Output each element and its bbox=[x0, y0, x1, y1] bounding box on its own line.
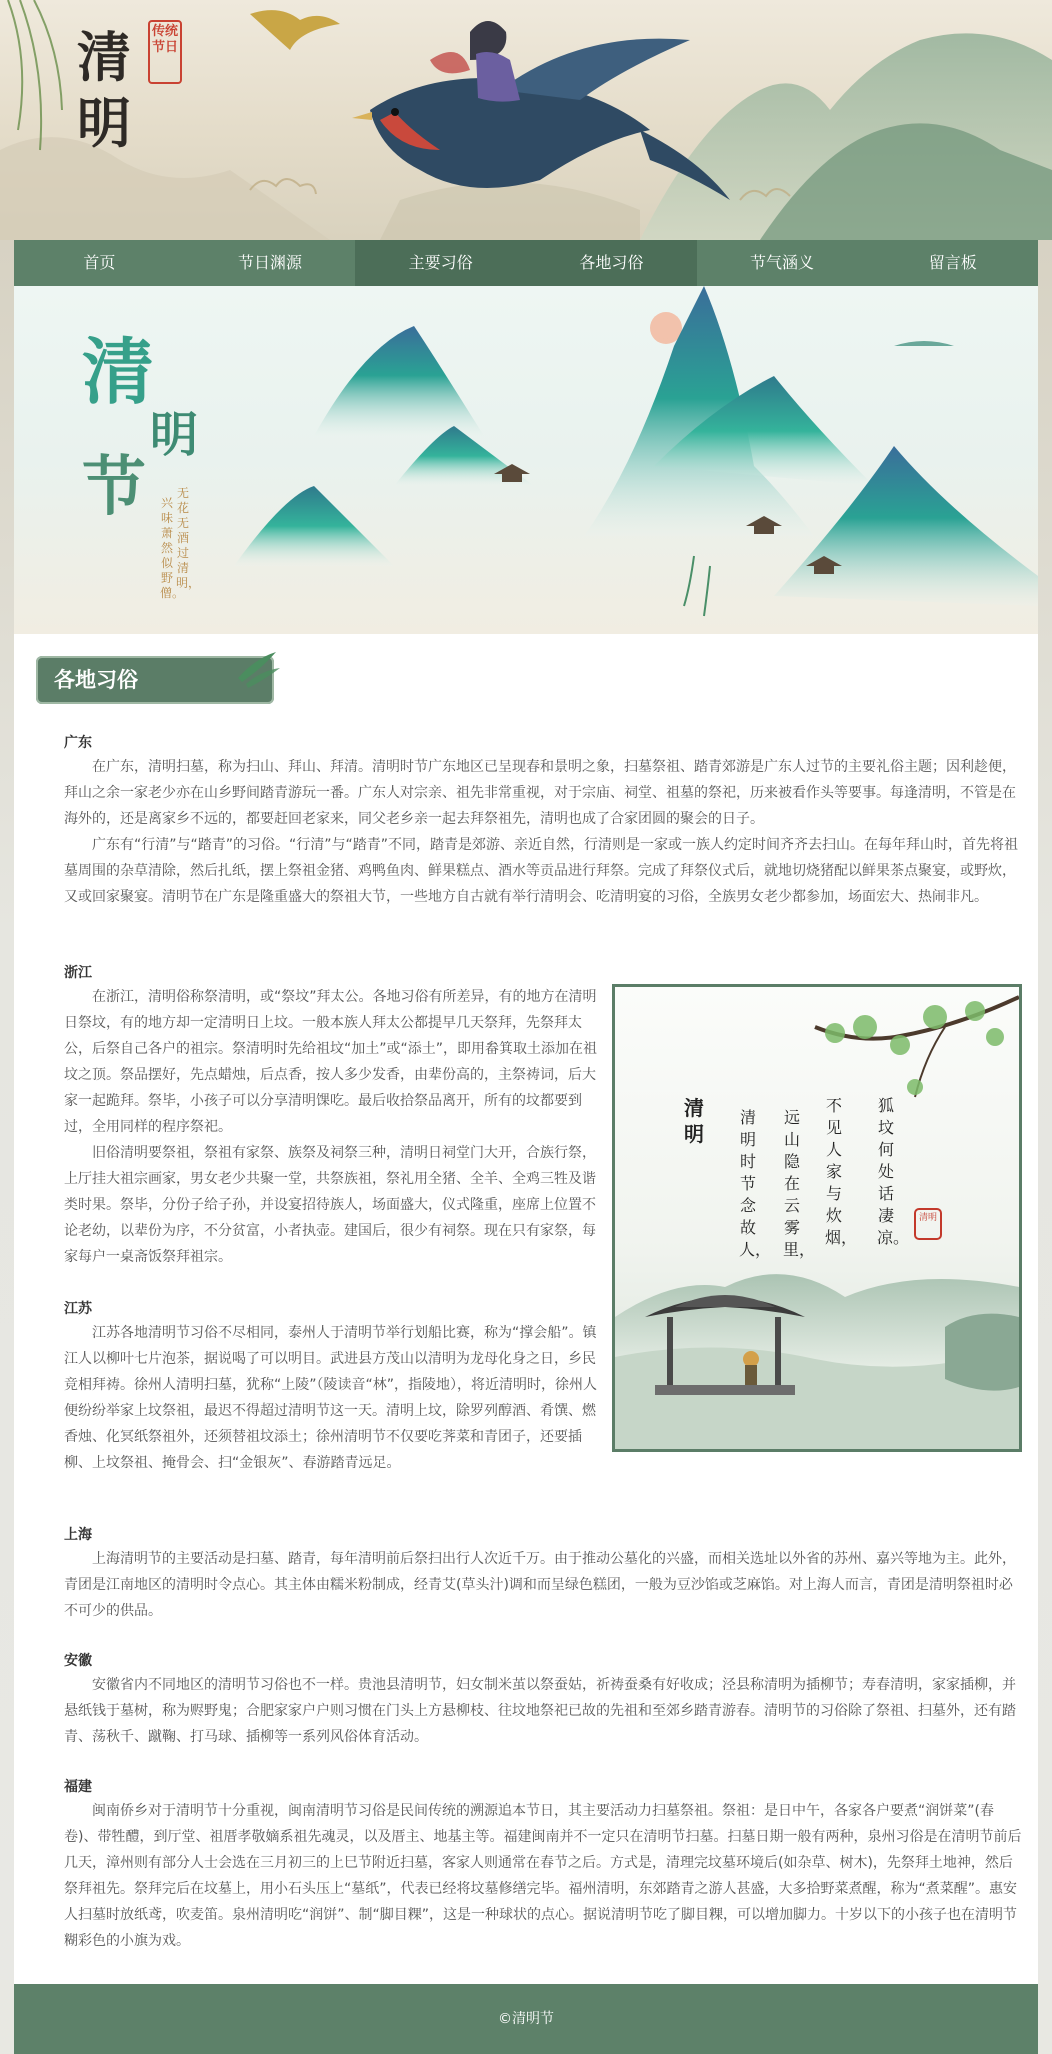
paragraph: 旧俗清明要祭祖，祭祖有家祭、族祭及祠祭三种，清明日祠堂门大开，合族行祭，上厅挂大祖宗画家，男女老少共聚一堂，共祭族祖，祭礼用全猪、全羊、全鸡三牲及谐类时果。祭毕，分份子给子孙，并设宴招待族人，场面盛大，仪式隆重，座席上位置不论老幼，以辈份为序，不分贫富，小者执壶。建国后，很少有祠祭。现在只有家祭，每家每户一桌斋饭祭拜祖宗。 bbox=[64, 1145, 596, 1265]
region-heading-shanghai: 上海 bbox=[64, 1527, 92, 1543]
nav-item-home[interactable]: 首页 bbox=[83, 253, 116, 272]
nav-item-customs[interactable]: 主要习俗 bbox=[355, 240, 526, 286]
footer bbox=[14, 1984, 1038, 2054]
region-heading-zhejiang: 浙江 bbox=[64, 965, 92, 981]
hero-char-qing: 清 bbox=[82, 329, 155, 414]
header-banner bbox=[0, 0, 1052, 240]
region-heading-anhui: 安徽 bbox=[64, 1653, 92, 1669]
region-heading-jiangsu: 江苏 bbox=[64, 1301, 92, 1317]
main-nav bbox=[14, 240, 1038, 286]
nav-item-origin[interactable]: 节日渊源 bbox=[238, 253, 303, 272]
paragraph: 闽南侨乡对于清明节十分重视，闽南清明节习俗是民间传统的溯源追本节日，其主要活动力扫墓祭祖。祭祖：是日中午，各家各户要煮“润饼菜”(春卷)、带牲醴，到厅堂、祖厝孝敬嫡系祖先魂灵，以及厝主、地基主等。福建闽南并不一定只在清明节扫墓。扫墓日期一般有两种，泉州习俗是在清明节前后几天，漳州则有部分人士会选在三月初三的上巳节附近扫墓，客家人则通常在春节之后。方式是，清理完坟墓环境后(如杂草、树木)，先祭拜土地神，然后祭拜祖先。祭拜完后在坟墓上，用小石头压上“墓纸”，代表已经将坟墓修缮完毕。福州清明，东郊踏青之游人甚盛，大多拾野菜煮醒，称为“煮菜醒”。惠安人扫墓时放纸鸢，吹麦笛。泉州清明吃“润饼”、制“脚目粿”，这是一种球状的点心。据说清明节吃了脚目粿，可以增加脚力。十岁以下的小孩子也在清明节糊彩色的小旗为戏。 bbox=[64, 1803, 1022, 1949]
paragraph: 在浙江，清明俗称祭清明，或“祭坟”拜太公。各地习俗有所差异，有的地方在清明日祭坟，有的地方却一定清明日上坟。一般本族人拜太公都提早几天祭拜，先祭拜太公，后祭自己各户的祖宗。祭清明时先给祖坟“加土”或“添土”，即用畚箕取土添加在祖坟之顶。祭品摆好，先点蜡烛，后点香，按人多少发香，由辈份高的，主祭祷词，后大家一起跪拜。祭毕，小孩子可以分享清明馃吃。最后收拾祭品离开，所有的坟都要到过，全用同样的程序祭祀。 bbox=[64, 989, 598, 1135]
header-seal: 传统节日 bbox=[148, 20, 182, 84]
region-heading-guangdong: 广东 bbox=[64, 735, 92, 751]
painting-title: 清明 bbox=[684, 1096, 704, 1146]
painting-scene bbox=[615, 987, 1019, 1449]
hero-poem-left: 兴味萧然似野僧。 bbox=[160, 496, 185, 600]
paragraph: 江苏各地清明节习俗不尽相同，泰州人于清明节举行划船比赛，称为“撑会船”。镇江人以柳叶七片泡茶，据说喝了可以明目。武进县方茂山以清明为龙母化身之日，乡民竞相拜祷。徐州人清明扫墓，犹称“上陵”（陵读音“林”，指陵地），将近清明时，徐州人便纷纷举家上坟祭祖，最迟不得超过清明节这一天。清明上坟，除罗列醇酒、肴馔、燃香烛、化冥纸祭祖外，还须替祖坟添土；徐州清明节不仅要吃荠菜和青团子，还要插柳、上坟祭祖、掩骨会、扫“金银灰”、春游踏青远足。 bbox=[64, 1325, 598, 1471]
content-area bbox=[14, 634, 1038, 1984]
section-title-text: 各地习俗 bbox=[54, 668, 138, 692]
bamboo-leaf-icon bbox=[232, 648, 282, 688]
swallow-illustration bbox=[352, 39, 730, 200]
nav-item-regional-customs[interactable]: 各地习俗 bbox=[526, 240, 697, 286]
painting-poem-col: 狐坟何处话凄凉。 bbox=[877, 1096, 910, 1247]
hero-char-ming: 明 bbox=[150, 407, 199, 463]
paragraph: 在广东，清明扫墓，称为扫山、拜山、拜清。清明时节广东地区已呈现春和景明之象，扫墓祭祖、踏青郊游是广东人过节的主要礼俗主题；因利趁便，拜山之余一家老少亦在山乡野间踏青游玩一番。广东人对宗亲、祖先非常重视，对于宗庙、祠堂、祖墓的祭祀，历来被看作头等要事。每逢清明，不管是在海外的，还是离家乡不远的，都要赶回老家来，同父老乡亲一起去拜祭祖先，清明也成了合家团圆的聚会的日子。 bbox=[64, 759, 1016, 827]
header-title-char: 清 bbox=[77, 25, 131, 89]
painting-poem-col: 远山隐在云雾里， bbox=[783, 1108, 816, 1259]
hero-char-jie: 节 bbox=[82, 450, 146, 525]
hero-banner bbox=[14, 286, 1038, 634]
nav-item-guestbook[interactable]: 留言板 bbox=[928, 253, 977, 272]
paragraph: 安徽省内不同地区的清明节习俗也不一样。贵池县清明节，妇女制米茧以祭蚕姑，祈祷蚕桑有好收成；泾县称清明为插柳节；寿春清明，家家插柳，并悬纸钱于墓树，称为赆野鬼；合肥家家户户则习惯在门头上方悬柳枝、往坟地祭祀已故的先祖和至郊乡踏青游春。清明节的习俗除了祭祖、扫墓外，还有踏青、荡秋千、蹴鞠、打马球、插柳等一系列风俗体育活动。 bbox=[64, 1677, 1016, 1745]
painting-seal: 清明 bbox=[918, 1213, 937, 1223]
footer-copyright: ©清明节 bbox=[498, 2011, 554, 2027]
left-margin bbox=[0, 240, 14, 1980]
right-margin bbox=[1038, 240, 1052, 1980]
nav-item-solar-term[interactable]: 节气涵义 bbox=[750, 253, 815, 272]
section-title bbox=[36, 656, 276, 706]
painting-poem-col: 清明时节念故人， bbox=[739, 1108, 772, 1259]
header-title bbox=[74, 24, 134, 156]
header-title-char: 明 bbox=[77, 91, 131, 155]
hero-poem-right: 无花无酒过清明， bbox=[176, 486, 201, 590]
qingming-painting bbox=[612, 984, 1022, 1452]
yellow-bird-illustration bbox=[250, 10, 340, 50]
painting-poem-col: 不见人家与炊烟， bbox=[825, 1096, 858, 1247]
region-heading-fujian: 福建 bbox=[64, 1779, 92, 1795]
paragraph: 上海清明节的主要活动是扫墓、踏青，每年清明前后祭扫出行人次近千万。由于推动公墓化的兴盛，而相关选址以外省的苏州、嘉兴等地为主。此外，青团是江南地区的清明时令点心。其主体由糯米粉制成，经青艾(草头汁)调和而呈绿色糕团，一般为豆沙馅或芝麻馅。对上海人而言，青团是清明祭祖时必不可少的供品。 bbox=[64, 1551, 1016, 1619]
paragraph: 广东有“行清”与“踏青”的习俗。“行清”与“踏青”不同，踏青是郊游、亲近自然，行清则是一家或一族人约定时间齐齐去扫山。在每年拜山时，首先将祖墓周围的杂草清除，然后扎纸，摆上祭祖金猪、鸡鸭鱼肉、鲜果糕点、酒水等贡品进行拜祭。完成了拜祭仪式后，就地切烧猪配以鲜果茶点聚宴，或野炊，又或回家聚宴。清明节在广东是隆重盛大的祭祖大节，一些地方自古就有举行清明会、吃清明宴的习俗，全族男女老少都参加，场面宏大、热闹非凡。 bbox=[64, 837, 1019, 905]
